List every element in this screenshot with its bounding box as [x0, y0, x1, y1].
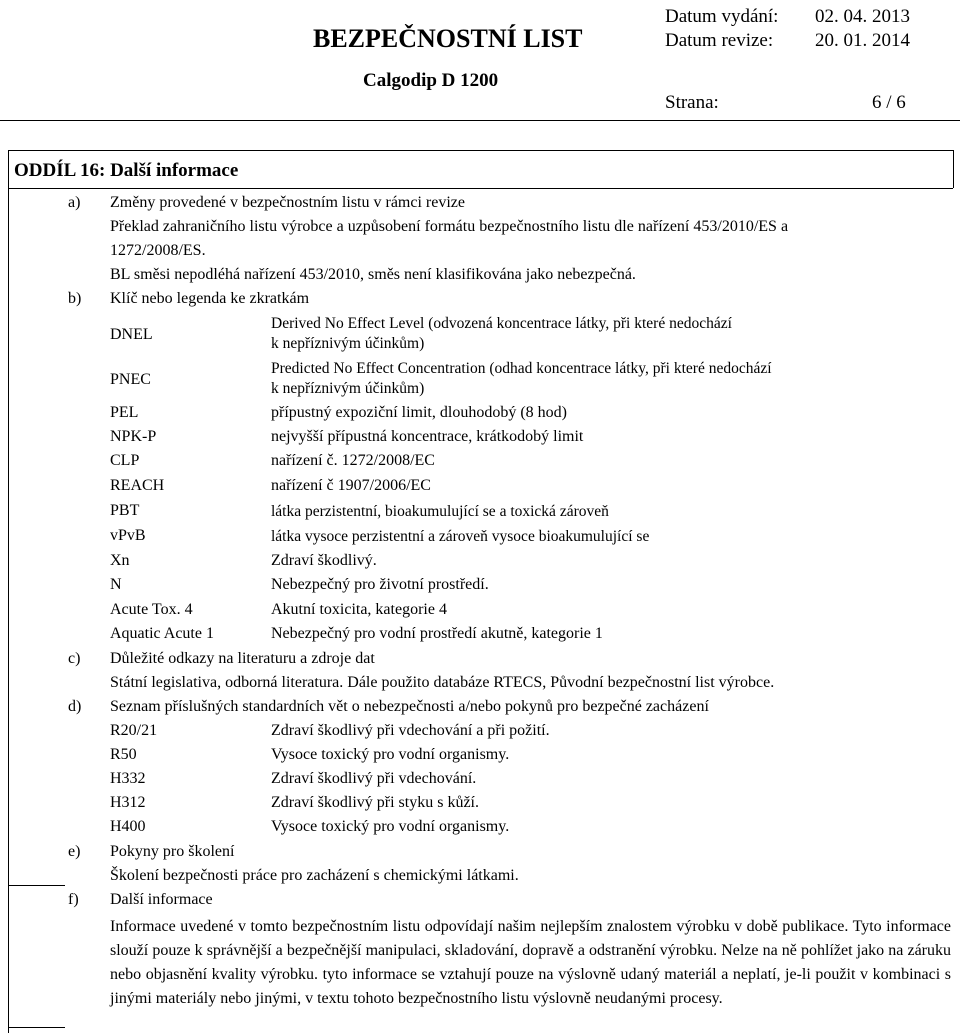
abbr-description: látka vysoce perzistentní a zároveň vysoce bioakumulující se: [271, 528, 650, 545]
item-b-heading: Klíč nebo legenda ke zkratkám: [110, 290, 310, 307]
item-a-heading: Změny provedené v bezpečnostním listu v rámci revize: [110, 194, 465, 211]
margin-rule-e: [8, 885, 65, 886]
phrase-code: H312: [110, 794, 146, 811]
margin-rule-f: [8, 1027, 65, 1028]
abbr-term: PEL: [110, 404, 139, 421]
item-a-marker: a): [68, 194, 81, 211]
abbr-description: Predicted No Effect Concentration (odhad koncentrace látky, při které nedochází: [271, 360, 772, 377]
product-name: Calgodip D 1200: [363, 70, 499, 91]
item-e-heading: Pokyny pro školení: [110, 843, 235, 860]
abbr-description: Akutní toxicita, kategorie 4: [271, 601, 447, 618]
abbr-description: Derived No Effect Level (odvozená koncentrace látky, při které nedochází: [271, 315, 732, 332]
item-f-text: Informace uvedené v tomto bezpečnostním listu odpovídají našim nejlepším znalostem výrobku v době publikace. Tyto informace slouží pouze k správnější a bezpečnější manipulaci, skladování, dopravě a odstranění výrobku. Nelze na ně pohlížet jako na záruku nebo objasnění kvality výrobku. tyto informace se vztahují pouze na výslovně udaný materiál a neplatí, je-li použit v kombinaci s jinými materiály nebo jinými, v textu tohoto bezpečnostního listu výslovně neudanými procesy.: [110, 918, 951, 1007]
abbr-term: REACH: [110, 477, 165, 494]
item-d-marker: d): [68, 698, 82, 715]
abbr-term: PBT: [110, 502, 140, 519]
section-right-border: [953, 150, 954, 188]
item-c-marker: c): [68, 650, 81, 667]
abbr-term: DNEL: [110, 326, 153, 343]
revision-date-value: 20. 01. 2014: [815, 30, 910, 51]
phrase-text: Vysoce toxický pro vodní organismy.: [271, 818, 510, 835]
abbr-description: nařízení č 1907/2006/EC: [271, 477, 431, 494]
item-c-heading: Důležité odkazy na literaturu a zdroje dat: [110, 650, 375, 667]
phrase-text: Vysoce toxický pro vodní organismy.: [271, 746, 510, 763]
page-number: 6 / 6: [872, 92, 906, 113]
item-e-marker: e): [68, 843, 81, 860]
content-left-border: [8, 188, 9, 1033]
abbr-description: nejvyšší přípustná koncentrace, krátkodobý limit: [271, 428, 584, 445]
abbr-description: nařízení č. 1272/2008/EC: [271, 452, 435, 469]
abbr-description: k nepříznivým účinkům): [271, 335, 425, 352]
abbr-term: vPvB: [110, 527, 146, 544]
phrase-code: R50: [110, 746, 137, 763]
abbr-term: CLP: [110, 452, 140, 469]
item-d-heading: Seznam příslušných standardních vět o nebezpečnosti a/nebo pokynů pro bezpečné zacházení: [110, 698, 709, 715]
abbr-description: k nepříznivým účinkům): [271, 380, 425, 397]
document-title: BEZPEČNOSTNÍ LIST: [313, 24, 583, 53]
abbr-term: Aquatic Acute 1: [110, 625, 214, 642]
issue-date-label: Datum vydání:: [665, 6, 779, 27]
abbr-term: N: [110, 576, 122, 593]
item-f-marker: f): [68, 891, 79, 908]
phrase-text: Zdraví škodlivý při styku s kůží.: [271, 794, 479, 811]
abbr-term: PNEC: [110, 371, 151, 388]
abbr-description: Zdraví škodlivý.: [271, 552, 377, 569]
abbr-description: látka perzistentní, bioakumulující se a toxická zároveň: [271, 503, 609, 520]
issue-date-value: 02. 04. 2013: [815, 6, 910, 27]
section-title-rule: [8, 188, 953, 189]
abbr-term: Xn: [110, 552, 130, 569]
section-title: ODDÍL 16: Další informace: [14, 160, 239, 181]
item-a-text-line: BL směsi nepodléhá nařízení 453/2010, směs není klasifikována jako nebezpečná.: [110, 266, 636, 283]
page-label: Strana:: [665, 92, 719, 113]
phrase-text: Zdraví škodlivý při vdechování.: [271, 770, 477, 787]
phrase-code: H400: [110, 818, 146, 835]
revision-date-label: Datum revize:: [665, 30, 774, 51]
item-a-text-line: 1272/2008/ES.: [110, 242, 206, 259]
section-top-rule: [8, 150, 953, 151]
item-b-marker: b): [68, 290, 82, 307]
abbr-term: Acute Tox. 4: [110, 601, 193, 618]
phrase-text: Zdraví škodlivý při vdechování a při požití.: [271, 722, 550, 739]
item-c-text: Státní legislativa, odborná literatura. Dále použito databáze RTECS, Původní bezpečnostní list výrobce.: [110, 674, 775, 691]
phrase-code: R20/21: [110, 722, 158, 739]
header-rule: [0, 120, 960, 121]
item-a-text-line: Překlad zahraničního listu výrobce a uzpůsobení formátu bezpečnostního listu dle nařízení 453/2010/ES a: [110, 218, 789, 235]
abbr-description: Nebezpečný pro životní prostředí.: [271, 576, 489, 593]
abbr-description: Nebezpečný pro vodní prostředí akutně, kategorie 1: [271, 625, 603, 642]
abbr-term: NPK-P: [110, 428, 157, 445]
item-f-heading: Další informace: [110, 891, 213, 908]
item-e-text: Školení bezpečnosti práce pro zacházení s chemickými látkami.: [110, 867, 519, 884]
section-left-border: [8, 150, 9, 188]
phrase-code: H332: [110, 770, 146, 787]
abbr-description: přípustný expoziční limit, dlouhodobý (8 hod): [271, 404, 567, 421]
